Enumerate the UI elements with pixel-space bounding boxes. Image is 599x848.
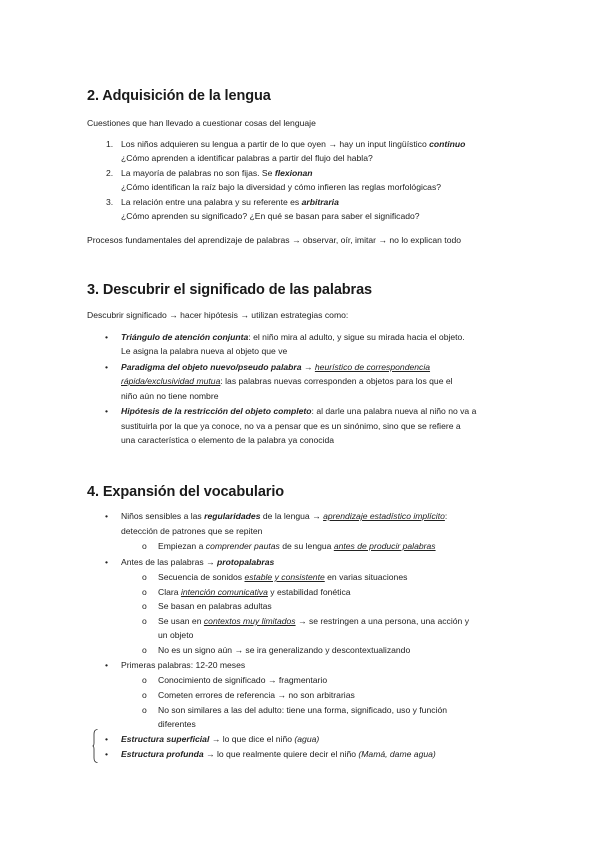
sub-item: Se basan en palabras adultas [158,601,272,611]
sub-bullet: o [142,572,147,582]
bullet-item: Estructura profunda → lo que realmente quiere decir el niño (Mamá, dame agua) [121,749,436,759]
bullet-item-cont: niño aún no tiene nombre [121,391,219,401]
sub-bullet: o [142,645,147,655]
list-item-question: ¿Cómo aprenden su significado? ¿En qué se basan para saber el significado? [121,211,420,221]
list-item: La mayoría de palabras no son fijas. Se flexionan [121,168,313,178]
sub-bullet: o [142,616,147,626]
bullet-item: Hipótesis de la restricción del objeto completo: al darle una palabra nueva al niño no va a [121,406,477,416]
brace-icon [92,729,98,763]
bullet: • [105,557,109,567]
bullet-item-cont: una característica o elemento de la palabra ya conocida [121,435,335,445]
bullet-item-cont: Le asigna la palabra nueva al objeto que ve [121,346,288,356]
bullet-item: Estructura superficial → lo que dice el niño (agua) [121,734,320,744]
sub-item: Empiezan a comprender pautas de su lengua antes de producir palabras [158,541,436,551]
bullet: • [105,660,109,670]
bullet: • [105,362,109,372]
sub-bullet: o [142,690,147,700]
bullet-item-cont: sustituirla por la que ya conoce, no va a pensar que es un sinónimo, sino que se refiere a [121,421,461,431]
list-item: La relación entre una palabra y su referente es arbitraria [121,197,339,207]
sub-item-cont: un objeto [158,630,194,640]
section-3-title: 3. Descubrir el significado de las palabras [87,282,373,298]
section-3-intro: Descubrir significado → hacer hipótesis → utilizan estrategias como: [87,310,349,320]
sub-bullet: o [142,541,147,551]
bullet-item: Antes de las palabras → protopalabras [121,557,275,567]
sub-item: Cometen errores de referencia → no son arbitrarias [158,690,355,700]
list-item-question: ¿Cómo identifican la raíz bajo la diversidad y cómo infieren las reglas morfológicas? [121,182,442,192]
bullet-item: Paradigma del objeto nuevo/pseudo palabra → heurístico de correspondencia [121,362,431,372]
list-number: 3. [106,197,114,207]
list-number: 1. [106,139,114,149]
bullet-item: Triángulo de atención conjunta: el niño mira al adulto, y sigue su mirada hacia el objeto. [121,332,465,342]
section-2-title: 2. Adquisición de la lengua [87,88,271,104]
sub-item: Clara intención comunicativa y estabilidad fonética [158,587,351,597]
section-4-title: 4. Expansión del vocabulario [87,484,285,500]
bullet-item-cont: detección de patrones que se repiten [121,526,263,536]
sub-bullet: o [142,587,147,597]
sub-item: No es un signo aún → se ira generalizando y descontextualizando [158,645,411,655]
list-number: 2. [106,168,114,178]
bullet: • [105,749,109,759]
sub-item: Conocimiento de significado → fragmentario [158,675,328,685]
sub-bullet: o [142,675,147,685]
sub-bullet: o [142,601,147,611]
bullet-item: Niños sensibles a las regularidades de la lengua → aprendizaje estadístico implícito: [121,511,448,521]
bullet-item-cont: rápida/exclusividad mutua: las palabras nuevas corresponden a objetos para los que el [121,376,453,386]
bullet: • [105,332,109,342]
sub-bullet: o [142,705,147,715]
bullet: • [105,734,109,744]
bullet-item: Primeras palabras: 12-20 meses [121,660,246,670]
sub-item: Se usan en contextos muy limitados → se restringen a una persona, una acción y [158,616,469,626]
bullet: • [105,511,109,521]
section-2-intro: Cuestiones que han llevado a cuestionar cosas del lenguaje [87,118,316,128]
list-item-question: ¿Cómo aprenden a identificar palabras a partir del flujo del habla? [121,153,373,163]
bullet: • [105,406,109,416]
sub-item: No son similares a las del adulto: tiene una forma, significado, uso y función [158,705,448,715]
section-2-outro: Procesos fundamentales del aprendizaje de palabras → observar, oír, imitar → no lo explican todo [87,235,462,245]
list-item: Los niños adquieren su lengua a partir de lo que oyen → hay un input lingüístico continuo [121,139,466,149]
sub-item: Secuencia de sonidos estable y consistente en varias situaciones [158,572,408,582]
sub-item-cont: diferentes [158,719,196,729]
